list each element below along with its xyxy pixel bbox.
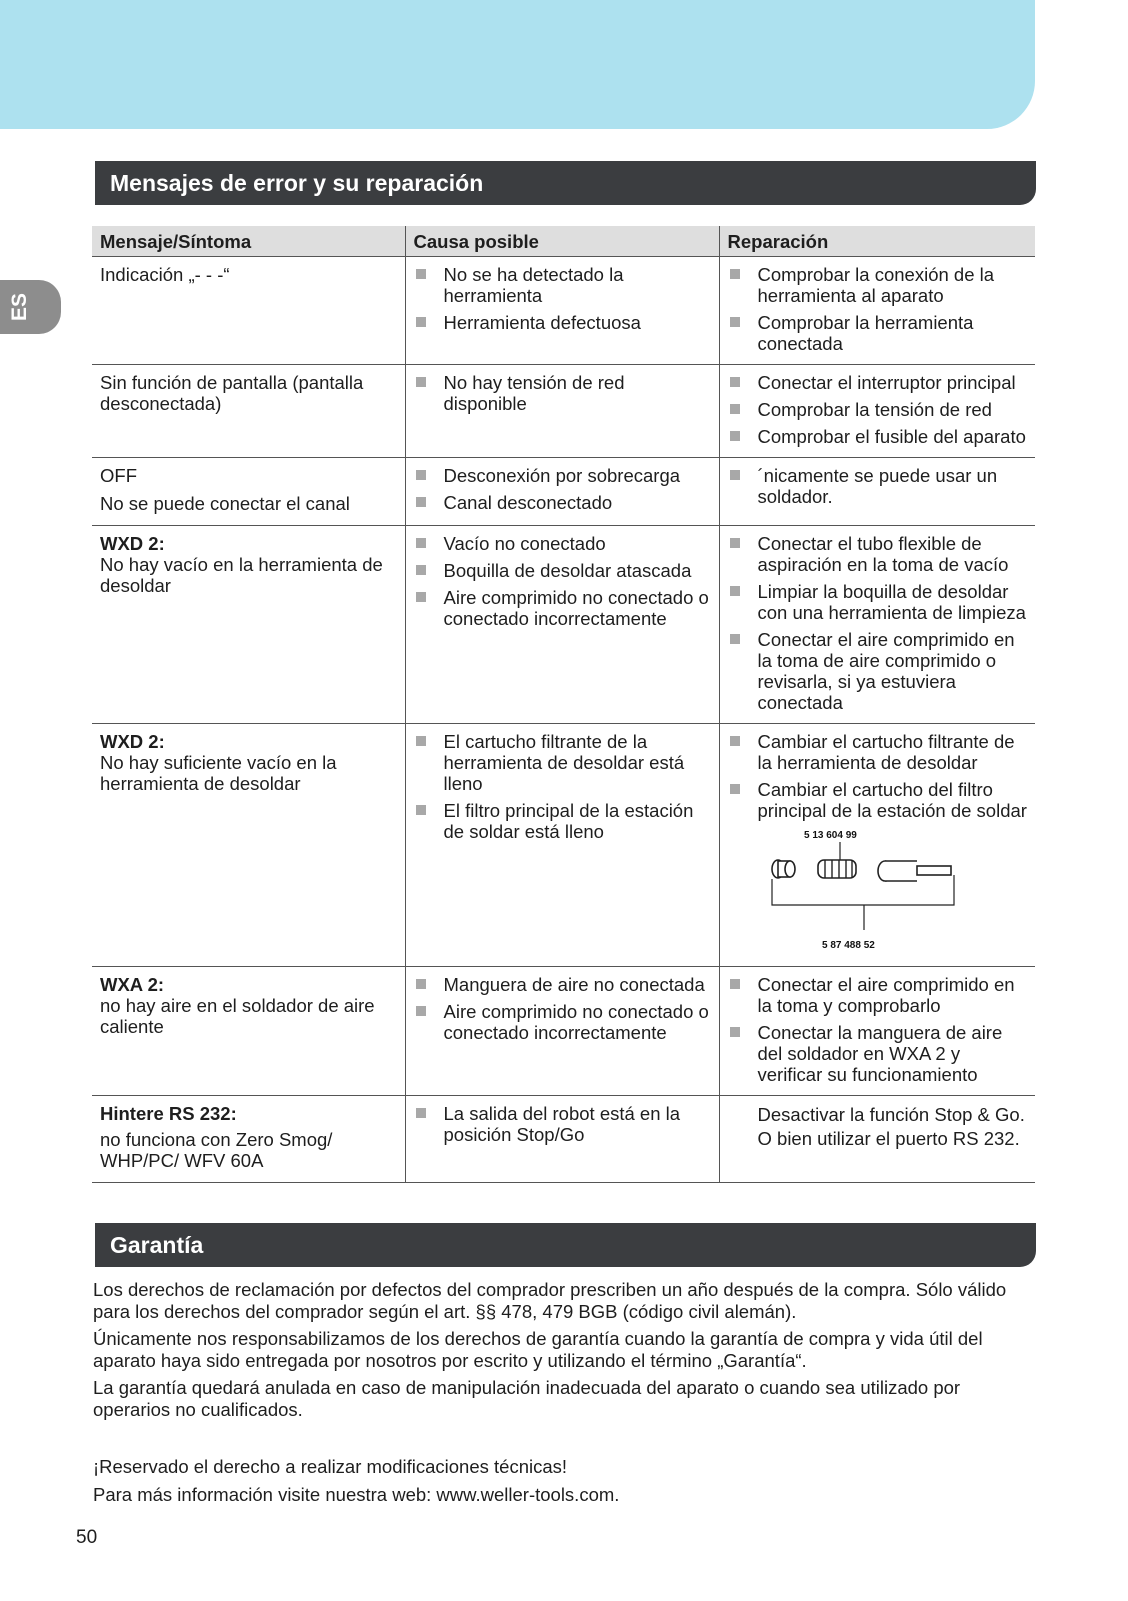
symptom-text: no hay aire en el soldador de aire caliente	[100, 995, 375, 1037]
repair-item: Cambiar el cartucho del filtro principal de la estación de soldar	[728, 779, 1028, 821]
section-title-warranty: Garantía	[95, 1223, 1036, 1267]
repair-cell	[719, 724, 1035, 967]
repair-cell	[719, 1096, 1035, 1183]
repair-cell	[719, 967, 1035, 1096]
repair-item: Comprobar el fusible del aparato	[728, 426, 1028, 447]
cause-cell	[405, 458, 719, 526]
repair-item: Comprobar la herramienta conectada	[728, 312, 1028, 354]
cause-item: Aire comprimido no conectado o conectado incorrectamente	[414, 1001, 711, 1043]
page-number: 50	[76, 1527, 98, 1548]
symptom-cell	[92, 724, 405, 967]
cause-item: Vacío no conectado	[414, 533, 711, 554]
repair-cell	[719, 526, 1035, 724]
symptom-cell	[92, 458, 405, 526]
repair-item: Conectar el aire comprimido en la toma de aire comprimido o revisarla, si ya estuviera conectada	[728, 629, 1028, 713]
repair-item: Cambiar el cartucho filtrante de la herramienta de desoldar	[728, 731, 1028, 773]
header-symptom: Mensaje/Síntoma	[92, 226, 405, 257]
repair-item: Conectar la manguera de aire del soldador en WXA 2 y verificar su funcionamiento	[728, 1022, 1028, 1085]
cause-cell	[405, 1096, 719, 1183]
symptom-title: WXD 2:	[100, 533, 165, 554]
warranty-paragraph: Únicamente nos responsabilizamos de los derechos de garantía cuando la garantía de compra y vida útil del aparato haya sido entregada por nosotros por escrito y utilizando el término „Garantía“.	[93, 1328, 983, 1371]
section-title-error-messages: Mensajes de error y su reparación	[95, 161, 1036, 205]
symptom-text: Indicación „- - -“	[100, 264, 230, 285]
cause-cell	[405, 724, 719, 967]
footer-notes	[93, 1456, 1038, 1512]
error-table	[92, 226, 1035, 1183]
cause-item: Manguera de aire no conectada	[414, 974, 711, 995]
technical-changes-note: ¡Reservado el derecho a realizar modificaciones técnicas!	[93, 1456, 568, 1477]
symptom-cell	[92, 1096, 405, 1183]
symptom-title: Hintere RS 232:	[100, 1103, 237, 1124]
repair-cell	[719, 365, 1035, 458]
symptom-title: WXA 2:	[100, 974, 165, 995]
repair-text: Desactivar la función Stop & Go. O bien utilizar el puerto RS 232.	[757, 1104, 1025, 1149]
repair-item: ´nicamente se puede usar un soldador.	[728, 465, 1028, 507]
warranty-paragraph: Los derechos de reclamación por defectos del comprador prescriben un año después de la compra. Sólo válido para los derechos del comprador según el art. §§ 478, 479 BGB (código civil alemán).	[93, 1279, 1007, 1322]
table-row	[92, 526, 1035, 724]
repair-cell	[719, 257, 1035, 365]
cause-item: No hay tensión de red disponible	[414, 372, 711, 414]
repair-item: Conectar el interruptor principal	[728, 372, 1028, 393]
filter-cartridge-drawing	[728, 827, 1028, 962]
symptom-cell	[92, 257, 405, 365]
cause-cell	[405, 967, 719, 1096]
cause-cell	[405, 365, 719, 458]
symptom-cell	[92, 526, 405, 724]
cause-item: Aire comprimido no conectado o conectado incorrectamente	[414, 587, 711, 629]
header-cause: Causa posible	[405, 226, 719, 257]
header-repair: Reparación	[719, 226, 1035, 257]
cause-item: El filtro principal de la estación de soldar está lleno	[414, 800, 711, 842]
filter-cartridge-diagram	[728, 827, 1028, 962]
cause-item: Desconexión por sobrecarga	[414, 465, 711, 486]
table-row	[92, 257, 1035, 365]
repair-item: Comprobar la conexión de la herramienta al aparato	[728, 264, 1028, 306]
warranty-text	[93, 1279, 1038, 1426]
table-row	[92, 967, 1035, 1096]
cause-item: Herramienta defectuosa	[414, 312, 711, 333]
symptom-cell	[92, 365, 405, 458]
table-row	[92, 1096, 1035, 1183]
symptom-text: No se puede conectar el canal	[100, 493, 350, 514]
table-row	[92, 365, 1035, 458]
repair-item: Conectar el tubo flexible de aspiración en la toma de vacío	[728, 533, 1028, 575]
symptom-text: Sin función de pantalla (pantalla desconectada)	[100, 372, 364, 414]
repair-item: Limpiar la boquilla de desoldar con una herramienta de limpieza	[728, 581, 1028, 623]
part-number-top: 5 13 604 99	[803, 830, 857, 841]
symptom-text: OFF	[100, 465, 137, 486]
cause-item: La salida del robot está en la posición Stop/Go	[414, 1103, 711, 1145]
cause-cell	[405, 257, 719, 365]
cause-item: El cartucho filtrante de la herramienta de desoldar está lleno	[414, 731, 711, 794]
language-tab-label: ES	[8, 293, 31, 322]
top-banner	[0, 0, 1035, 129]
website-note: Para más información visite nuestra web: www.weller-tools.com.	[93, 1484, 620, 1505]
symptom-text: no funciona con Zero Smog/ WHP/PC/ WFV 60A	[100, 1129, 333, 1171]
symptom-title: WXD 2:	[100, 731, 165, 752]
cause-item: No se ha detectado la herramienta	[414, 264, 711, 306]
warranty-paragraph: La garantía quedará anulada en caso de manipulación inadecuada del aparato o cuando sea utilizado por operarios no cualificados.	[93, 1377, 961, 1420]
language-tab	[0, 280, 61, 334]
symptom-text: No hay suficiente vacío en la herramienta de desoldar	[100, 752, 337, 794]
symptom-cell	[92, 967, 405, 1096]
part-number-bottom: 5 87 488 52	[821, 940, 875, 951]
repair-item: Conectar el aire comprimido en la toma y comprobarlo	[728, 974, 1028, 1016]
table-header-row	[92, 226, 1035, 257]
cause-cell	[405, 526, 719, 724]
cause-item: Boquilla de desoldar atascada	[414, 560, 711, 581]
symptom-text: No hay vacío en la herramienta de desoldar	[100, 554, 383, 596]
repair-item: Comprobar la tensión de red	[728, 399, 1028, 420]
cause-item: Canal desconectado	[414, 492, 711, 513]
table-row	[92, 458, 1035, 526]
repair-cell	[719, 458, 1035, 526]
table-row	[92, 724, 1035, 967]
